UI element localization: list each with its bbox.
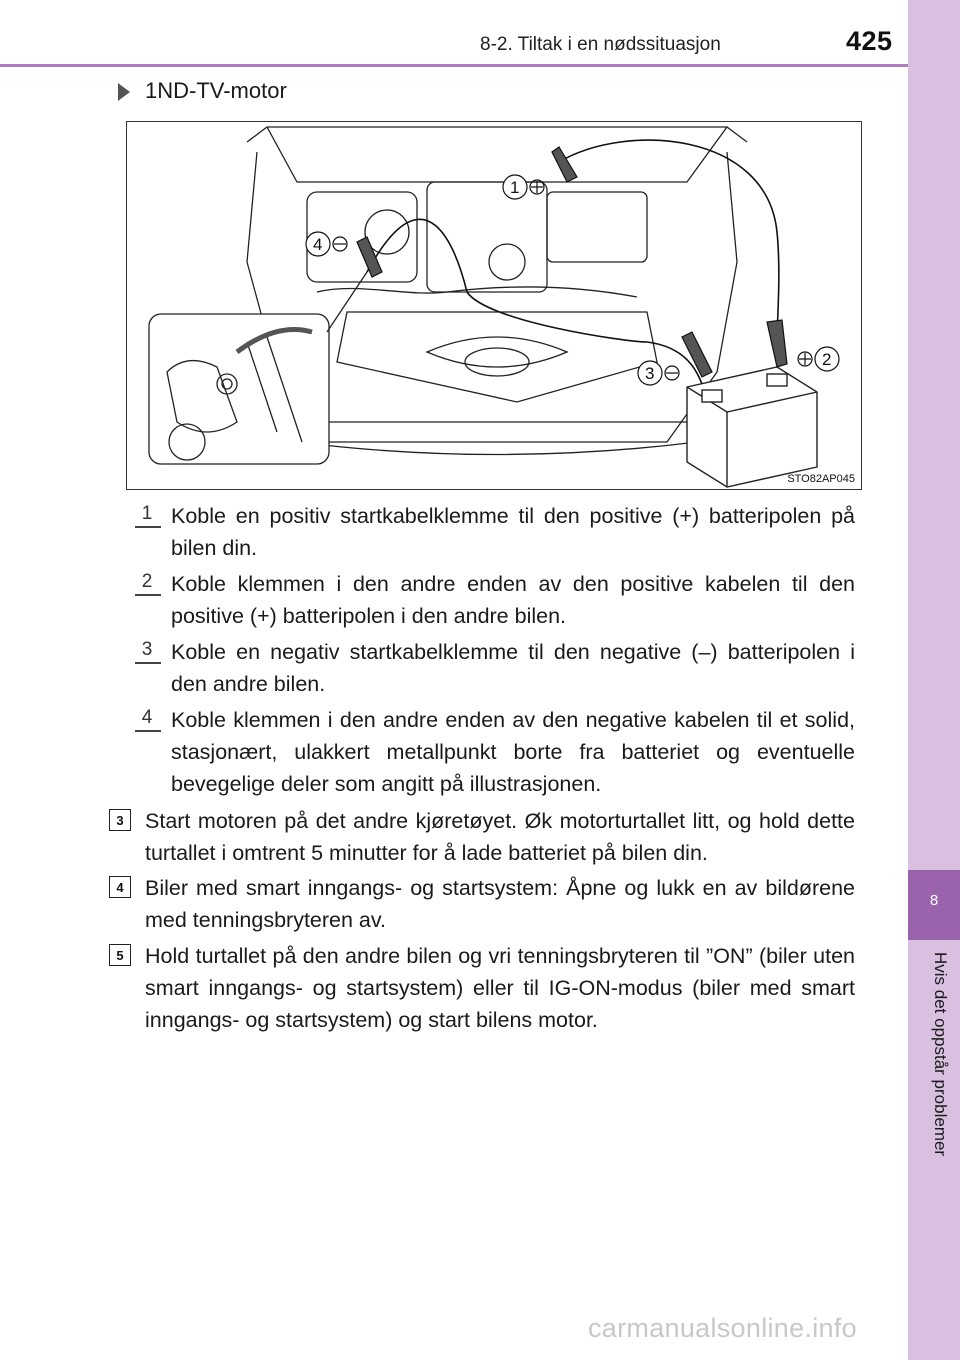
- engine-bay-drawing: [127, 122, 862, 490]
- sub-step-marker-2: 2: [136, 571, 158, 593]
- engine-jump-start-illustration: [126, 121, 862, 490]
- step-number-5: 5: [109, 944, 131, 966]
- sub-step-3-text: Koble en negativ startkabelklemme til den negative (–) batteripolen i den andre bilen.: [171, 640, 855, 696]
- step-3-text: Start motoren på det andre kjøretøyet. Øk motorturtallet litt, og hold dette turtallet i omtrent 5 minutter for å lade batteriet på bilen din.: [145, 809, 855, 865]
- callout-1: 1: [510, 178, 520, 197]
- step-4-text: Biler med smart inngangs- og startsystem: Åpne og lukk en av bildørene med tenningsbryteren av.: [145, 876, 855, 932]
- page-number: 425: [846, 26, 893, 56]
- subsection-title: 1ND-TV-motor: [145, 78, 287, 103]
- chapter-number: 8: [929, 892, 939, 909]
- header-rule: [0, 64, 908, 67]
- sub-step-1-text: Koble en positiv startkabelklemme til den positive (+) batteripolen på bilen din.: [171, 504, 855, 560]
- figure-code: STO82AP045: [787, 473, 855, 485]
- callout-4: 4: [313, 235, 323, 254]
- sub-step-4-text: Koble klemmen i den andre enden av den negative kabelen til et solid, stasjonært, ulakkert metallpunkt borte fra batteriet og eventuelle bevegelige deler som angitt på illustrasjonen.: [171, 708, 855, 796]
- step-5-text: Hold turtallet på den andre bilen og vri tenningsbryteren til ”ON” (biler uten smart inngangs- og startsystem) eller til IG-ON-modus (biler med smart inngangs- og startsystem) og start bilens motor.: [145, 944, 855, 1032]
- section-title: 8-2. Tiltak i en nødssituasjon: [480, 34, 721, 55]
- step-number-4: 4: [109, 876, 131, 898]
- watermark: carmanualsonline.info: [588, 1313, 857, 1343]
- callout-2: 2: [822, 350, 832, 369]
- sub-step-marker-3: 3: [136, 639, 158, 661]
- subsection-arrow-icon: [118, 83, 130, 101]
- callout-3: 3: [645, 364, 655, 383]
- sub-step-marker-1: 1: [136, 503, 158, 525]
- chapter-title: Hvis det oppstår problemer: [931, 952, 950, 1157]
- sub-step-marker-4: 4: [136, 707, 158, 729]
- step-number-3: 3: [109, 809, 131, 831]
- sub-step-2-text: Koble klemmen i den andre enden av den positive kabelen til den positive (+) batteripolen i den andre bilen.: [171, 572, 855, 628]
